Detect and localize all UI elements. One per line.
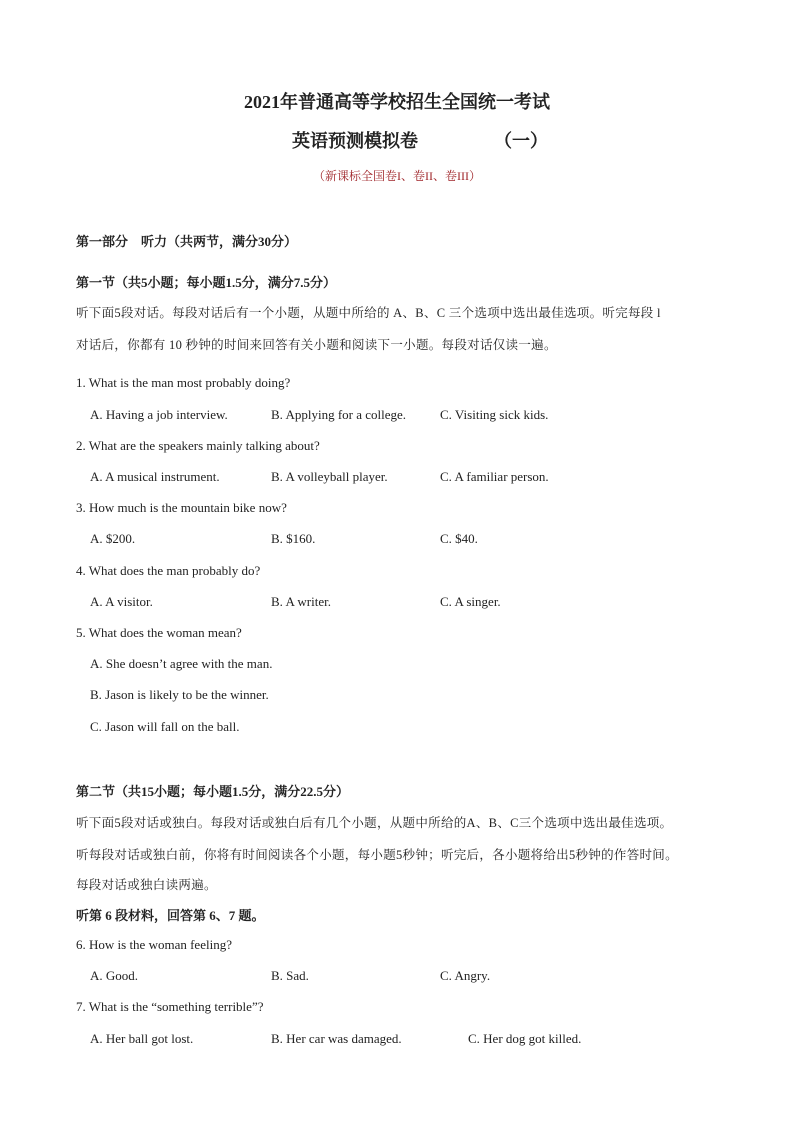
option-a: A. A musical instrument. — [90, 469, 220, 484]
option-c: C. Her dog got killed. — [468, 1031, 582, 1046]
exam-subtitle-number: （一） — [494, 131, 548, 151]
question-stem: 7. What is the “something terrible”? — [76, 999, 264, 1014]
option-b: B. Applying for a college. — [271, 407, 407, 422]
option-a: A. Her ball got lost. — [90, 1031, 194, 1046]
option-a: A. Having a job interview. — [90, 407, 228, 422]
option-c: C. $40. — [440, 531, 478, 546]
option-c: C. Visiting sick kids. — [440, 407, 549, 422]
section2-instruction-line: 听下面5段对话或独白。每段对话或独白后有几个小题，从题中所给的A、B、C三个选项中选出最佳选项。 — [76, 816, 673, 830]
option-b: B. Jason is likely to be the winner. — [90, 687, 269, 702]
option-a: A. A visitor. — [90, 594, 153, 609]
question-stem: 2. What are the speakers mainly talking about? — [76, 438, 320, 453]
option-a: A. $200. — [90, 531, 136, 546]
question-stem: 6. How is the woman feeling? — [76, 937, 232, 952]
exam-subtitle: 英语预测模拟卷 — [292, 131, 418, 151]
section1-instruction-line: 听下面5段对话。每段对话后有一个小题，从题中所给的 A、B、C 三个选项中选出最佳选项。听完每段 l — [76, 306, 661, 320]
option-b: B. A writer. — [271, 594, 331, 609]
exam-scope: （新课标全国卷I、卷II、卷III） — [313, 169, 481, 183]
question-stem: 5. What does the woman mean? — [76, 625, 242, 640]
question-stem: 3. How much is the mountain bike now? — [76, 500, 287, 515]
option-a: A. Good. — [90, 968, 139, 983]
option-b: B. Sad. — [271, 968, 309, 983]
material-heading: 听第 6 段材料，回答第 6、7 题。 — [76, 908, 265, 923]
option-c: C. A singer. — [440, 594, 501, 609]
option-b: B. $160. — [271, 531, 316, 546]
option-c: C. Angry. — [440, 968, 491, 983]
question-stem: 1. What is the man most probably doing? — [76, 375, 291, 390]
section2-heading: 第二节（共15小题；每小题1.5分，满分22.5分） — [76, 784, 350, 799]
option-b: B. A volleyball player. — [271, 469, 388, 484]
option-b: B. Her car was damaged. — [271, 1031, 402, 1046]
section1-instruction-line: 对话后，你都有 10 秒钟的时间来回答有关小题和阅读下一小题。每段对话仅读一遍。 — [76, 338, 557, 352]
section1-heading: 第一节（共5小题；每小题1.5分，满分7.5分） — [76, 275, 337, 290]
option-a: A. She doesn’t agree with the man. — [90, 656, 273, 671]
option-c: C. Jason will fall on the ball. — [90, 719, 240, 734]
question-stem: 4. What does the man probably do? — [76, 563, 261, 578]
section2-instruction-line: 听每段对话或独白前，你将有时间阅读各个小题，每小题5秒钟；听完后，各小题将给出5秒钟的作答时间。 — [76, 848, 678, 862]
option-c: C. A familiar person. — [440, 469, 549, 484]
section2-instruction-line: 每段对话或独白读两遍。 — [76, 878, 217, 892]
exam-title: 2021年普通高等学校招生全国统一考试 — [244, 92, 550, 112]
part1-heading: 第一部分 听力（共两节，满分30分） — [76, 234, 298, 249]
